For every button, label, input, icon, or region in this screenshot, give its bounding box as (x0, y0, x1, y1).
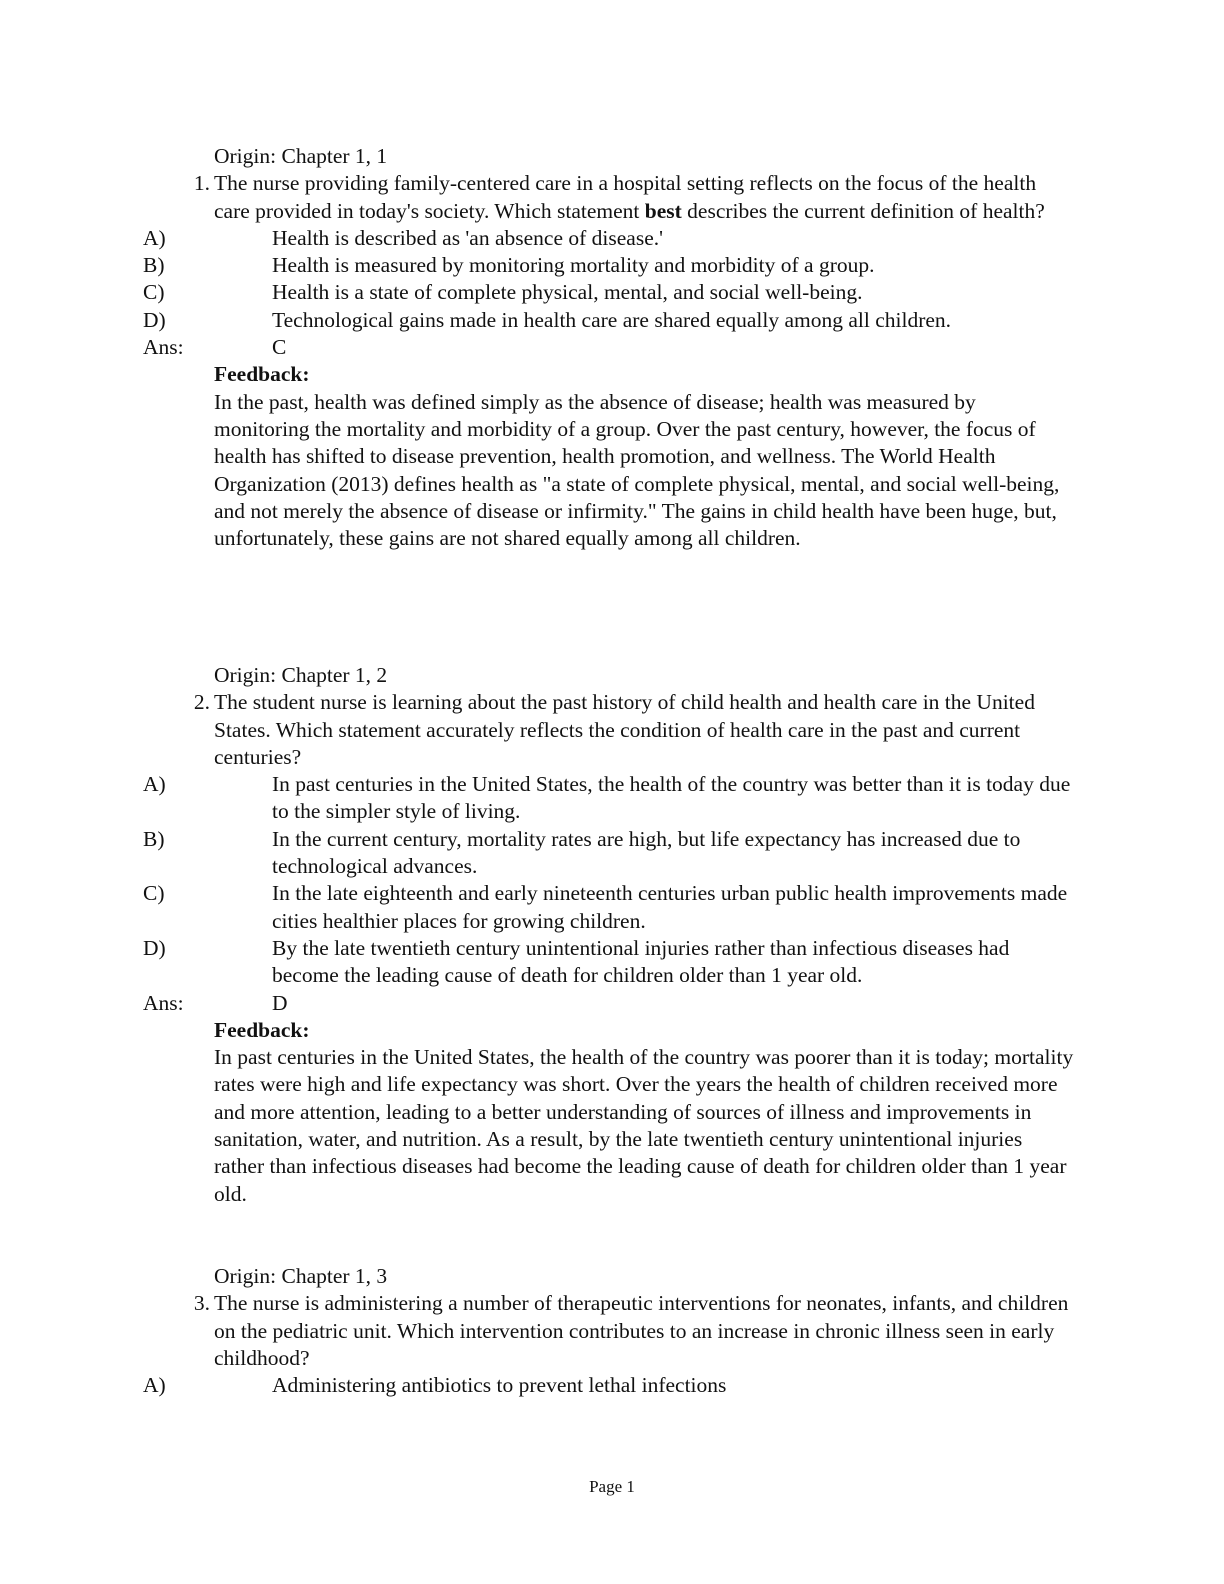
question-3 (0, 1263, 1224, 1399)
question-number: 2. (193, 690, 210, 715)
option-text: Health is described as 'an absence of disease.' (272, 225, 664, 250)
option-c (0, 279, 1224, 306)
option-letter: D) (143, 307, 166, 332)
answer-label: Ans: (143, 990, 184, 1015)
feedback-label: Feedback: (214, 362, 310, 387)
feedback-label: Feedback: (214, 1017, 310, 1042)
option-text: In the late eighteenth and early nineteenth centuries urban public health improvements made cities healthier places for growing children. (272, 881, 1068, 933)
feedback-text: In the past, health was defined simply as the absence of disease; health was measured by monitoring the mortality and morbidity of a group. Over the past century, however, the focus of health has shifted to disease prevention, health promotion, and wellness. The World Health Organization (2013) defines health as "a state of complete physical, mental, and social well-being, and not merely the absence of disease or infirmity." The gains in child health have been huge, but, unfortunately, these gains are not shared equally among all children. (214, 389, 1060, 551)
answer-row (0, 334, 1224, 361)
stem-emphasis: best (644, 198, 682, 223)
question-stem-text: The nurse is administering a number of therapeutic interventions for neonates, infants, and children on the pediatric unit. Which intervention contributes to an increase in chronic illness seen in early childhood? (214, 1291, 1069, 1370)
option-letter: B) (143, 253, 165, 278)
answer-row (0, 990, 1224, 1017)
option-d (0, 307, 1224, 334)
option-text: Technological gains made in health care are shared equally among all children. (272, 307, 952, 332)
question-stem (0, 170, 1224, 225)
feedback-text: In past centuries in the United States, the health of the country was poorer than it is today; mortality rates were high and life expectancy was short. Over the years the health of children received more and more attention, leading to a better understanding of sources of illness and improvements in sanitation, water, and nutrition. As a result, by the late twentieth century unintentional injuries rather than infectious diseases had become the leading cause of death for children older than 1 year old. (214, 1045, 1074, 1206)
option-letter: B) (143, 826, 165, 851)
question-origin: Origin: Chapter 1, 1 (214, 144, 388, 168)
option-a (0, 771, 1224, 826)
question-stem-text (214, 170, 1074, 225)
answer-label: Ans: (143, 335, 184, 360)
option-d (0, 935, 1224, 990)
page-number: Page 1 (589, 1477, 635, 1496)
option-letter: A) (143, 225, 166, 250)
question-1 (0, 143, 1224, 552)
option-c (0, 880, 1224, 935)
question-origin: Origin: Chapter 1, 3 (214, 1264, 388, 1288)
option-a (0, 1372, 1224, 1399)
option-letter: A) (143, 772, 166, 797)
option-text: By the late twentieth century unintentional injuries rather than infectious diseases had become the leading cause of death for children older than 1 year old. (272, 935, 1010, 988)
question-stem (0, 689, 1224, 771)
stem-text-part: describes the current definition of health? (681, 198, 1045, 223)
question-stem-text: The student nurse is learning about the past history of child health and health care in the United States. Which statement accurately reflects the condition of health care in the past and current centuries? (214, 690, 1035, 769)
option-letter: C) (143, 280, 165, 305)
option-text: Health is measured by monitoring mortality and morbidity of a group. (272, 253, 875, 278)
answer-value: C (272, 335, 287, 360)
option-a (0, 225, 1224, 252)
question-origin: Origin: Chapter 1, 2 (214, 663, 388, 687)
option-letter: C) (143, 881, 165, 906)
option-b (0, 826, 1224, 881)
question-number: 3. (193, 1291, 210, 1316)
option-letter: D) (143, 935, 166, 960)
option-text: Administering antibiotics to prevent lethal infections (272, 1373, 727, 1398)
question-number: 1. (193, 171, 210, 196)
option-b (0, 252, 1224, 279)
question-stem (0, 1290, 1224, 1372)
stem-text-part: The nurse providing family-centered care in a hospital setting reflects on the focus of the health care provided in today's society. Which statement (214, 171, 1037, 223)
option-text: In the current century, mortality rates are high, but life expectancy has increased due to technological advances. (272, 826, 1021, 879)
option-text: Health is a state of complete physical, mental, and social well-being. (272, 280, 863, 305)
question-2 (0, 662, 1224, 1208)
answer-value: D (272, 990, 288, 1015)
option-letter: A) (143, 1373, 166, 1398)
option-text: In past centuries in the United States, the health of the country was better than it is today due to the simpler style of living. (272, 772, 1071, 824)
